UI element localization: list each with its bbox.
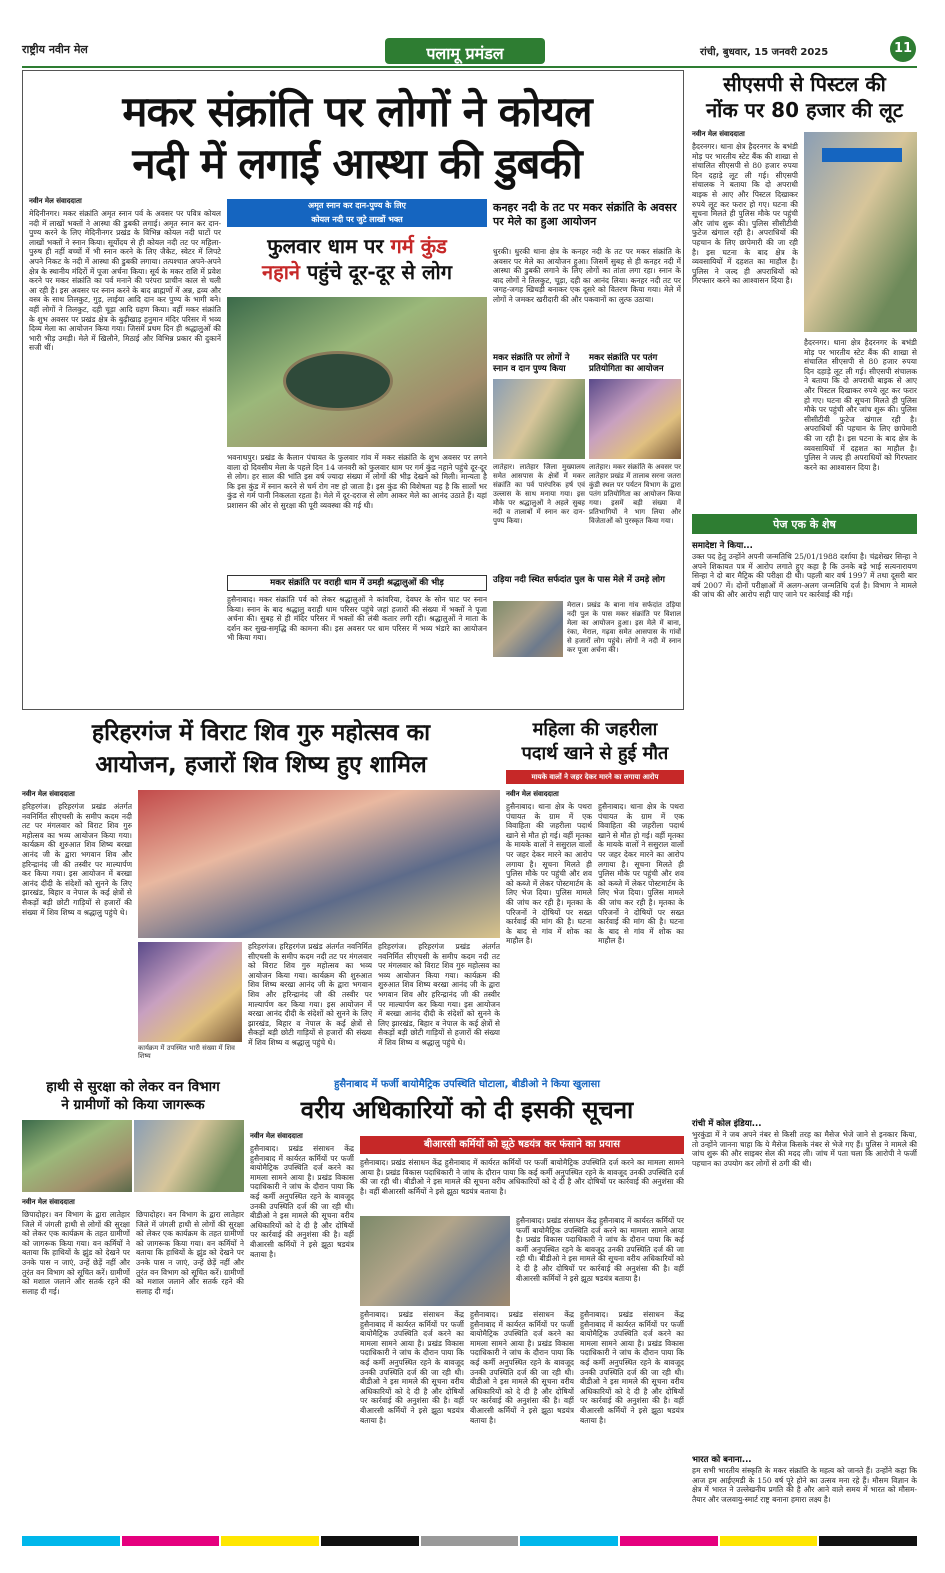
- fulwar-headline-d: पहुंचे दूर-दूर से लोग: [306, 260, 452, 284]
- harihar-story: [22, 716, 500, 1072]
- harihar-photo-caption: कार्यक्रम में उपस्थित भारी संख्या में शिव शिष्य: [138, 1044, 235, 1061]
- harihar-headline-line1: हरिहरगंज में विराट शिव गुरु महोत्सव का: [91, 720, 431, 746]
- mahila-story: [506, 716, 684, 1072]
- remainder-k1-title: समादेष्टा ने किया...: [692, 541, 753, 551]
- pistol-body-col1: हैदरनगर। थाना क्षेत्र हैदरनगर के बभंडी मोड़ पर भारतीय स्टेट बैंक की शाखा से संचालित सीएसपी से 80 हजार रुपया दिन दहाड़े लूट ली गई। सीएसपी संचालक ने बताया कि दो अपराधी बाइक से आए और पिस्टल दिखाकर रुपये लूट कर फरार हो गए। घटना की सूचना मिलते ही पुलिस मौके पर पहुंची और जांच शुरू की। पुलिस सीसीटीवी फुटेज खंगाल रही है। अपराधियों की पहचान के लिए छापेमारी की जा रही है। इस घटना के बाद क्षेत्र के व्यवसायियों में दहशत का माहौल है। पुलिस ने जल्द ही अपराधियों को गिरफ्तार करने का आश्वासन दिया है।: [692, 142, 798, 286]
- biometric-body-col3: हुसैनाबाद। प्रखंड संसाधन केंद्र हुसैनाबाद में कार्यरत कर्मियों पर फर्जी बायोमैट्रिक उपस्थिति दर्ज करने का मामला सामने आया है। प्रखंड विकास पदाधिकारी ने जांच के दौरान पाया कि कई कर्मी अनुपस्थित रहने के बावजूद उनकी उपस्थिति दर्ज की जा रही थी। बीडीओ ने इस मामले की सूचना वरीय अधिकारियों को दे दी है और दोषियों पर कार्रवाई की अनुशंसा की है। वहीं बीआरसी कर्मियों ने इसे झूठा षडयंत्र बताया है।: [516, 1216, 684, 1283]
- swatch-yellow: [221, 1536, 319, 1546]
- biometric-story: [250, 1076, 684, 1529]
- paper-name: राष्ट्रीय नवीन मेल: [22, 43, 88, 56]
- swatch-gray: [421, 1536, 519, 1546]
- kanhar-body: धुरकी। धुरकी थाना क्षेत्र के कनहर नदी के तट पर मकर संक्रांति के अवसर पर मेले का आयोजन हुआ। जिसमें सुबह से ही कनहर नदी में आस्था की डुबकी लगाने के लिए लोगों का तांता लगा रहा। स्नान के बाद लोगों ने तिलकुट, चूड़ा, दही का आनंद लिया। कनहर नदी तट पर जगह-जगह खिचड़ी बनाकर एक दूसरे को वितरण किया गया। मेले में लोगों ने जमकर खरीदारी की और पकवानों का लुत्फ उठाया।: [493, 247, 681, 304]
- story3-body: मेराल। प्रखंड के बाना गांव सर्फदांत उड़िया नदी पुल के पास मकर संक्रांति पर विशाल मेला का आयोजन हुआ। इस मेले में बाना, रंका, मेराल, गढ़वा समेत आसपास के गांवों से हजारों लोग पहुंचे। लोगों ने नदी में स्नान कर पूजा अर्चना की।: [567, 601, 681, 654]
- biometric-body-col2: हुसैनाबाद। प्रखंड संसाधन केंद्र हुसैनाबाद में कार्यरत कर्मियों पर फर्जी बायोमैट्रिक उपस्थिति दर्ज करने का मामला सामने आया है। प्रखंड विकास पदाधिकारी ने जांच के दौरान पाया कि कई कर्मी अनुपस्थित रहने के बावजूद उनकी उपस्थिति दर्ज की जा रही थी। बीडीओ ने इस मामले की सूचना वरीय अधिकारियों को दे दी है और दोषियों पर कार्रवाई की अनुशंसा की है। वहीं बीआरसी कर्मियों ने इसे झूठा षडयंत्र बताया है।: [360, 1158, 684, 1196]
- story3-photo: [493, 601, 563, 657]
- lead-photo-caption-top: [227, 199, 487, 213]
- story1-body: लातेहार। लातेहार जिला मुख्यालय समेत आसपास के क्षेत्रों में मकर संक्रांति का पर्व पारंपरिक हर्ष एवं उल्लास के साथ मनाया गया। इस मौके पर श्रद्धालुओं ने अहले सुबह नदी व तालाबों में स्नान कर दान-पुण्य किया।: [493, 463, 585, 525]
- devdham-headline-box: [227, 575, 487, 591]
- masthead-rule: [22, 66, 917, 68]
- story2-body: लातेहार। मकर संक्रांति के अवसर पर लातेहार प्रखंड में तालाब सरना जतरा कुंडी स्थल पर पर्यटन विभाग के द्वारा पतंग प्रतियोगिता का आयोजन किया गया। इसमें बड़ी संख्या में प्रतिभागियों ने भाग लिया और विजेताओं को पुरस्कृत किया गया।: [589, 463, 681, 525]
- biometric-headline: वरीय अधिकारियों को दी इसकी सूचना: [300, 1096, 634, 1124]
- mahila-subbar: मायके वालों ने जहर देकर मारने का लगाया आरोप: [506, 770, 684, 784]
- story3-headline: उड़िया नदी स्थित सर्फदांत पुल के पास मेले में उमड़े लोग: [493, 575, 665, 585]
- swatch-magenta: [122, 1536, 220, 1546]
- harihar-byline: नवीन मेल संवाददाता: [22, 790, 75, 798]
- bank-sign: [822, 148, 902, 162]
- pistol-body-col2: हैदरनगर। थाना क्षेत्र हैदरनगर के बभंडी मोड़ पर भारतीय स्टेट बैंक की शाखा से संचालित सीएसपी से 80 हजार रुपया दिन दहाड़े लूट ली गई। सीएसपी संचालक ने बताया कि दो अपराधी बाइक से आए और पिस्टल दिखाकर रुपये लूट कर फरार हो गए। घटना की सूचना मिलते ही पुलिस मौके पर पहुंची और जांच शुरू की। पुलिस सीसीटीवी फुटेज खंगाल रही है। अपराधियों की पहचान के लिए छापेमारी की जा रही है। इस घटना के बाद क्षेत्र के व्यवसायियों में दहशत का माहौल है। पुलिस ने जल्द ही अपराधियों को गिरफ्तार करने का आश्वासन दिया है।: [804, 338, 917, 472]
- pistol-byline: नवीन मेल संवाददाता: [692, 130, 745, 138]
- harihar-speaker-photo: [138, 942, 242, 1042]
- story1-headline: मकर संक्रांति पर लोगों ने स्नान व दान पुण्य किया: [493, 353, 570, 374]
- biometric-body-col5: हुसैनाबाद। प्रखंड संसाधन केंद्र हुसैनाबाद में कार्यरत कर्मियों पर फर्जी बायोमैट्रिक उपस्थिति दर्ज करने का मामला सामने आया है। प्रखंड विकास पदाधिकारी ने जांच के दौरान पाया कि कई कर्मी अनुपस्थित रहने के बावजूद उनकी उपस्थिति दर्ज की जा रही थी। बीडीओ ने इस मामले की सूचना वरीय अधिकारियों को दे दी है और दोषियों पर कार्रवाई की अनुशंसा की है। वहीं बीआरसी कर्मियों ने इसे झूठा षडयंत्र बताया है।: [470, 1310, 574, 1425]
- biometric-subbar: बीआरसी कर्मियों को झूठे षडयंत्र कर फंसाने का प्रयास: [360, 1136, 684, 1154]
- section-title: पलामू प्रमंडल: [426, 44, 504, 63]
- swatch-yellow-2: [720, 1536, 818, 1546]
- biometric-body-col1: हुसैनाबाद। प्रखंड संसाधन केंद्र हुसैनाबाद में कार्यरत कर्मियों पर फर्जी बायोमैट्रिक उपस्थिति दर्ज करने का मामला सामने आया है। प्रखंड विकास पदाधिकारी ने जांच के दौरान पाया कि कई कर्मी अनुपस्थित रहने के बावजूद उनकी उपस्थिति दर्ज की जा रही थी। बीडीओ ने इस मामले की सूचना वरीय अधिकारियों को दे दी है और दोषियों पर कार्रवाई की अनुशंसा की है। वहीं बीआरसी कर्मियों ने इसे झूठा षडयंत्र बताया है।: [250, 1144, 354, 1259]
- mahila-headline-line2: पदार्थ खाने से हुई मौत: [521, 743, 669, 764]
- devdham-body: हुसैनाबाद। मकर संक्रांति पर्व को लेकर श्रद्धालुओं ने कांवरिया, देवघर के सोन घाट पर स्नान किया। स्नान के बाद श्रद्धालु वराही धाम परिसर पहुंचे जहां हजारों की संख्या में भक्तों ने पूजा अर्चना की। सुबह से ही मंदिर परिसर में भक्तों की लंबी कतार लगी रही। श्रद्धालुओं ने माता के दर्शन कर सुख-समृद्धि की कामना की। इस अवसर पर धाम परिसर में भव्य भंडारे का आयोजन भी किया गया।: [227, 595, 487, 643]
- haathi-story: [22, 1076, 244, 1529]
- haathi-photo-right: [134, 1120, 244, 1192]
- pistol-headline-line1: सीएसपी से पिस्टल की: [723, 72, 886, 96]
- lead-body: मेदिनीनगर। मकर संक्रांति अमृत स्नान पर्व के अवसर पर पवित्र कोयल नदी में लाखों भक्तों ने आस्था की डुबकी लगाई। अमृत स्नान कर दान-पुण्य करने के लिए मेदिनीनगर प्रखंड के विभिन्न कोयल नदी घाटों पर लाखों भक्तों ने स्नान किया। सूर्योदय से ही कोयल नदी तट पर महिला-पुरुष ही नहीं बच्चों में भी स्नान करने के लिए जैकेट, स्वेटर में लिपटे अपने निकट के नदी में आस्था की डुबकी लगाया। तत्पश्चात अपने-अपने क्षेत्र के स्थानीय मंदिरों में पूजा अर्चना किया। सूर्य के मकर राशि में प्रवेश करने पर मकर संक्रांति का पर्व मनाने की परंपरा प्राचीन काल से चली आ रही है। इस अवसर पर स्नान करने के बाद ब्राह्मणों में अन्न, द्रव्य और वस्त्र के साथ तिलकुट, गुड़, लाईया आदि दान कर पुण्य के भागी बने। वहीं लोगों ने तिलकुट, दही चूड़ा आदि ग्रहण किया। वहीं मकर संक्रांति के शुभ अवसर पर प्रखंड क्षेत्र के बुढ़ीखाड़ हनुमान मंदिर परिसर में भव्य दिव्य मेला का आयोजन किया गया। जिसमें प्रथम दिन ही श्रद्धालुओं की भारी भीड़ उमड़ी। मेले में खिलौने, मिठाई और विभिन्न प्रकार की दुकानें सजी थीं।: [29, 209, 221, 353]
- swatch-cyan-2: [520, 1536, 618, 1546]
- pistol-headline-line2: नोंक पर 80 हजार की लूट: [706, 98, 903, 122]
- haathi-headline-line2: ने ग्रामीणों को किया जागरूक: [61, 1097, 205, 1113]
- haathi-body-col1: छिपादोहर। वन विभाग के द्वारा लातेहार जिले में जंगली हाथी से लोगों की सुरक्षा को लेकर एक कार्यक्रम के तहत ग्रामीणों को जागरूक किया गया। वन कर्मियों ने बताया कि हाथियों के झुंड को देखने पर उनके पास न जाएं, उन्हें छेड़ें नहीं और तुरंत वन विभाग को सूचित करें। ग्रामीणों को मशाल जलाने और सतर्क रहने की सलाह दी गई।: [22, 1210, 130, 1296]
- remainder-k3-title: भारत को बनाना...: [692, 1455, 752, 1465]
- mahila-headline-line1: महिला की जहरीला: [532, 719, 658, 740]
- story1-photo: [493, 379, 585, 459]
- biometric-kicker: हुसैनाबाद में फर्जी बायोमैट्रिक उपस्थिति घोटाला, बीडीओ ने किया खुलासा: [334, 1079, 600, 1090]
- mahila-body-col2: हुसैनाबाद। थाना क्षेत्र के पथरा पंचायत के ग्राम में एक विवाहिता की जहरीला पदार्थ खाने से मौत हो गई। वहीं मृतका के मायके वालों ने ससुराल वालों पर जहर देकर मारने का आरोप लगाया है। सूचना मिलते ही पुलिस मौके पर पहुंची और शव को कब्जे में लेकर पोस्टमार्टम के लिए भेज दिया। पुलिस मामले की जांच कर रही है। मृतका के परिजनों ने दोषियों पर सख्त कार्रवाई की मांग की है। घटना के बाद से गांव में शोक का माहौल है।: [598, 802, 684, 946]
- biometric-photo: [360, 1216, 510, 1306]
- page-one-remainder: [692, 514, 917, 1529]
- remainder-k3-body: हम सभी भारतीय संस्कृति के मकर संक्रांति के महत्व को जानते हैं। उन्होंने कहा कि आज हम आईएमडी के 150 वर्ष पूरे होने का उत्सव मना रहे हैं। मौसम विज्ञान के क्षेत्र में भारत ने उल्लेखनीय प्रगति की है और आने वाले समय में भारत को मौसम-तैयार और जलवायु-स्मार्ट राष्ट्र बनाना हमारा लक्ष्य है।: [692, 1466, 917, 1504]
- biometric-body-col6: हुसैनाबाद। प्रखंड संसाधन केंद्र हुसैनाबाद में कार्यरत कर्मियों पर फर्जी बायोमैट्रिक उपस्थिति दर्ज करने का मामला सामने आया है। प्रखंड विकास पदाधिकारी ने जांच के दौरान पाया कि कई कर्मी अनुपस्थित रहने के बावजूद उनकी उपस्थिति दर्ज की जा रही थी। बीडीओ ने इस मामले की सूचना वरीय अधिकारियों को दे दी है और दोषियों पर कार्रवाई की अनुशंसा की है। वहीं बीआरसी कर्मियों ने इसे झूठा षडयंत्र बताया है।: [580, 1310, 684, 1425]
- fulwar-body: भवनाथपुर। प्रखंड के कैलान पंचायत के फुलवार गांव में मकर संक्रांति के शुभ अवसर पर लगने वाला दो दिवसीय मेला के पहले दिन 14 जनवरी को फुलवार धाम पर गर्म कुंड नहाने पहुंचे दूर-दूर से लोग। हर साल की भांति इस वर्ष ज्यादा संख्या में लोगों की भीड़ देखने को मिली। मान्यता है कि इस कुंड में स्नान करने से चर्म रोग नष्ट हो जाता है। इस कुंड की विशेषता यह है कि सालों भर कुंड से गर्म पानी निकलता रहता है। मेले में दूर-दराज से लोग आकर मेले का आनंद उठाते हैं। यहां प्रशासन की ओर से सुरक्षा की पूरी व्यवस्था की गई थी।: [227, 453, 487, 510]
- swatch-black-2: [819, 1536, 917, 1546]
- harihar-body: हरिहरगंज। हरिहरगंज प्रखंड अंतर्गत नवनिर्मित सीएचसी के समीप कदम नदी तट पर मंगलवार को विराट शिव गुरु महोत्सव का भव्य आयोजन किया गया। कार्यक्रम की शुरुआत शिव शिष्य बरखा आनंद जी के द्वारा भगवान शिव और हरिन्द्रानंद जी की तस्वीर पर माल्यार्पण कर किया गया। इस आयोजन में बरखा आनंद दीदी के संदेशों को सुनने के लिए झारखंड, बिहार व नेपाल के कई क्षेत्रों से सैकड़ों बड़ी छोटी गाड़ियों से हजारों की संख्या में शिव शिष्य व श्रद्धालु पहुंचे थे।: [22, 802, 132, 917]
- haathi-headline-line1: हाथी से सुरक्षा को लेकर वन विभाग: [46, 1079, 220, 1095]
- haathi-photo-left: [22, 1120, 132, 1192]
- remainder-k2-title: रांची में कोल इंडिया...: [692, 1119, 762, 1129]
- devdham-headline: मकर संक्रांति पर वराही धाम में उमड़ी श्रद्धालुओं की भीड़: [270, 578, 444, 588]
- photo-caption-top: अमृत स्नान कर दान-पुण्य के लिए: [227, 199, 487, 213]
- story2-headline: मकर संक्रांति पर पतंग प्रतियोगिता का आयोजन: [589, 353, 664, 374]
- biometric-body-col4: हुसैनाबाद। प्रखंड संसाधन केंद्र हुसैनाबाद में कार्यरत कर्मियों पर फर्जी बायोमैट्रिक उपस्थिति दर्ज करने का मामला सामने आया है। प्रखंड विकास पदाधिकारी ने जांच के दौरान पाया कि कई कर्मी अनुपस्थित रहने के बावजूद उनकी उपस्थिति दर्ज की जा रही थी। बीडीओ ने इस मामले की सूचना वरीय अधिकारियों को दे दी है और दोषियों पर कार्रवाई की अनुशंसा की है। वहीं बीआरसी कर्मियों ने इसे झूठा षडयंत्र बताया है।: [360, 1310, 464, 1425]
- pistol-story: [692, 70, 917, 512]
- fulwar-headline-b: गर्म कुंड: [390, 234, 447, 258]
- remainder-k2-body: भुरकुंडा में ने जब अपने नंबर से किसी तरह का मैसेज भेजे जाने से इनकार किया, तो उन्होंने जानना चाहा कि ये मैसेज किसके नंबर से भेजे गए हैं। पुलिस ने मामले की जांच शुरू की और साइबर सेल की मदद ली। जांच में पता चला कि आरोपी ने फर्जी पहचान का उपयोग कर लोगों से ठगी की थी।: [692, 1130, 917, 1168]
- lead-headline-line2: नदी में लगाई आस्था की डुबकी: [132, 139, 582, 188]
- lead-photo-caption-bottom: [227, 213, 487, 227]
- lead-story: [22, 70, 684, 710]
- biometric-byline: नवीन मेल संवाददाता: [250, 1132, 303, 1140]
- mahila-byline: नवीन मेल संवाददाता: [506, 790, 559, 798]
- lead-headline-line1: मकर संक्रांति पर लोगों ने कोयल: [122, 87, 592, 136]
- harihar-body-col2: हरिहरगंज। हरिहरगंज प्रखंड अंतर्गत नवनिर्मित सीएचसी के समीप कदम नदी तट पर मंगलवार को विराट शिव गुरु महोत्सव का भव्य आयोजन किया गया। कार्यक्रम की शुरुआत शिव शिष्य बरखा आनंद जी के द्वारा भगवान शिव और हरिन्द्रानंद जी की तस्वीर पर माल्यार्पण कर किया गया। इस आयोजन में बरखा आनंद दीदी के संदेशों को सुनने के लिए झारखंड, बिहार व नेपाल के कई क्षेत्रों से सैकड़ों बड़ी छोटी गाड़ियों से हजारों की संख्या में शिव शिष्य व श्रद्धालु पहुंचे थे।: [248, 942, 372, 1047]
- harihar-headline-line2: आयोजन, हजारों शिव शिष्य हुए शामिल: [95, 752, 427, 778]
- kanhar-headline: कनहर नदी के तट पर मकर संक्रांति के अवसर पर मेले का हुआ आयोजन: [493, 201, 677, 228]
- remainder-k1-body: उक्त पद हेतु उन्होंने अपनी जन्मतिथि 25/01/1988 दर्शाया है। चंद्रशेखर सिन्हा ने अपने शिकायत पत्र में आरोप लगाते हुए कहा है कि उनके बड़े भाई सत्यनारायण सिन्हा ने दो बार मैट्रिक की परीक्षा दी थी। पहली बार वर्ष 1997 में तथा दूसरी बार वर्ष 2007 में। दोनों परीक्षाओं में अलग-अलग जन्मतिथि दर्ज है। विभाग ने मामले की जांच की और आरोप सही पाए जाने पर कार्रवाई की गई।: [692, 552, 917, 600]
- remainder-label: पेज एक के शेष: [773, 518, 836, 531]
- page-number: 11: [893, 41, 913, 56]
- harihar-body-col3: हरिहरगंज। हरिहरगंज प्रखंड अंतर्गत नवनिर्मित सीएचसी के समीप कदम नदी तट पर मंगलवार को विराट शिव गुरु महोत्सव का भव्य आयोजन किया गया। कार्यक्रम की शुरुआत शिव शिष्य बरखा आनंद जी के द्वारा भगवान शिव और हरिन्द्रानंद जी की तस्वीर पर माल्यार्पण कर किया गया। इस आयोजन में बरखा आनंद दीदी के संदेशों को सुनने के लिए झारखंड, बिहार व नेपाल के कई क्षेत्रों से सैकड़ों बड़ी छोटी गाड़ियों से हजारों की संख्या में शिव शिष्य व श्रद्धालु पहुंचे थे।: [378, 942, 500, 1047]
- pistol-photo: [804, 132, 917, 332]
- swatch-black: [321, 1536, 419, 1546]
- haathi-body-col2: छिपादोहर। वन विभाग के द्वारा लातेहार जिले में जंगली हाथी से लोगों की सुरक्षा को लेकर एक कार्यक्रम के तहत ग्रामीणों को जागरूक किया गया। वन कर्मियों ने बताया कि हाथियों के झुंड को देखने पर उनके पास न जाएं, उन्हें छेड़ें नहीं और तुरंत वन विभाग को सूचित करें। ग्रामीणों को मशाल जलाने और सतर्क रहने की सलाह दी गई।: [136, 1210, 244, 1296]
- haathi-byline: नवीन मेल संवाददाता: [22, 1198, 75, 1206]
- swatch-magenta-2: [620, 1536, 718, 1546]
- harihar-crowd-photo: [138, 790, 500, 938]
- story2-photo: [589, 379, 681, 459]
- registration-bar: [22, 1536, 917, 1546]
- fulwar-headline-c: नहाने: [262, 260, 301, 284]
- mahila-body-col1: हुसैनाबाद। थाना क्षेत्र के पथरा पंचायत के ग्राम में एक विवाहिता की जहरीला पदार्थ खाने से मौत हो गई। वहीं मृतका के मायके वालों ने ससुराल वालों पर जहर देकर मारने का आरोप लगाया है। सूचना मिलते ही पुलिस मौके पर पहुंची और शव को कब्जे में लेकर पोस्टमार्टम के लिए भेज दिया। पुलिस मामले की जांच कर रही है। मृतका के परिजनों ने दोषियों पर सख्त कार्रवाई की मांग की है। घटना के बाद से गांव में शोक का माहौल है।: [506, 802, 592, 946]
- photo-caption-bottom: कोयल नदी पर जुटे लाखों भक्त: [227, 213, 487, 227]
- fulwar-headline-a: फुलवार धाम पर: [267, 234, 384, 258]
- lead-byline: नवीन मेल संवाददाता: [29, 197, 82, 205]
- fulwar-photo-pool: [283, 351, 393, 411]
- dateline: रांची, बुधवार, 15 जनवरी 2025: [700, 47, 829, 58]
- swatch-cyan: [22, 1536, 120, 1546]
- fulwar-headline: [227, 233, 487, 293]
- masthead: [0, 0, 945, 68]
